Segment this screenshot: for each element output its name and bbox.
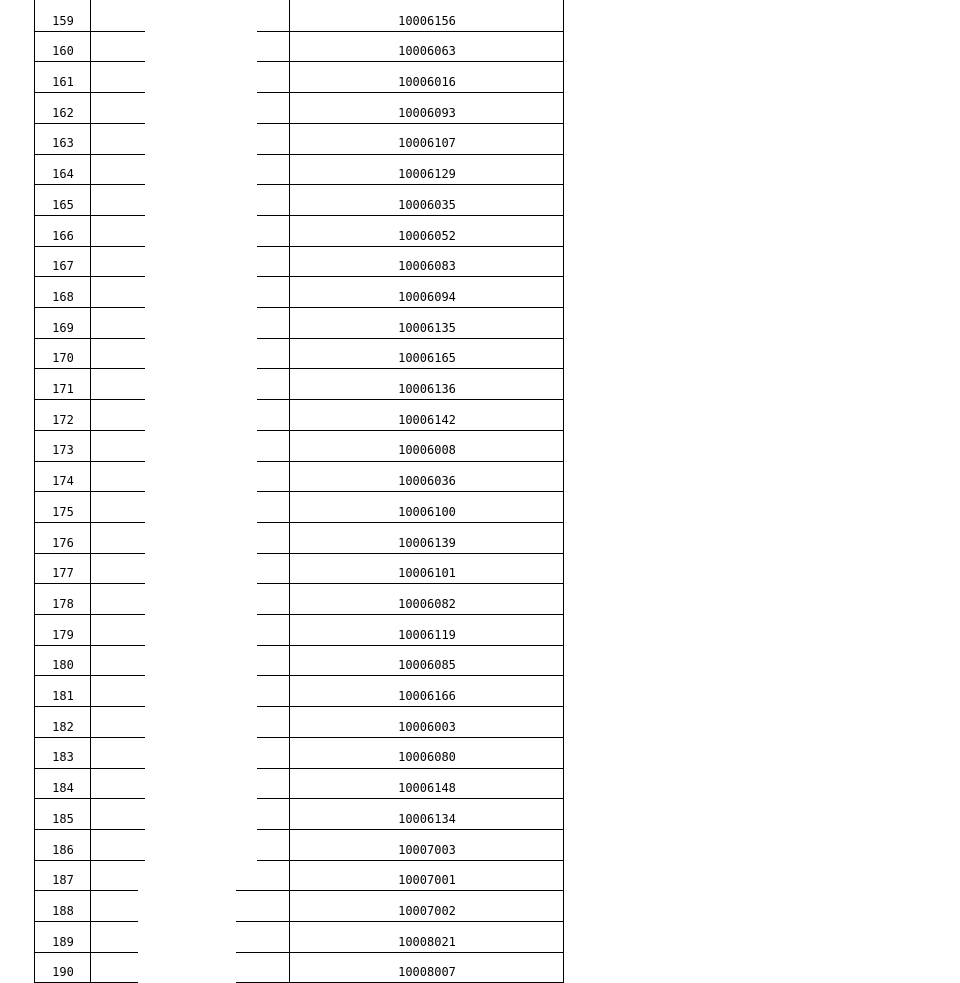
row-number-cell — [35, 184, 91, 215]
code-value: 10006107 — [398, 136, 456, 151]
code-value: 10007003 — [398, 842, 456, 857]
row-number: 160 — [52, 44, 74, 59]
table-row — [0, 675, 600, 706]
code-cell — [290, 522, 564, 553]
row-number-cell — [35, 706, 91, 737]
code-value: 10006129 — [398, 167, 456, 182]
row-number: 175 — [52, 504, 74, 519]
row-number-cell — [35, 276, 91, 307]
row-number-cell — [35, 123, 91, 154]
table-row — [0, 829, 600, 860]
row-number: 186 — [52, 842, 74, 857]
code-cell — [290, 706, 564, 737]
code-value: 10006094 — [398, 289, 456, 304]
row-number-cell — [35, 798, 91, 829]
row-number: 165 — [52, 197, 74, 212]
code-cell — [290, 829, 564, 860]
table-row — [0, 399, 600, 430]
row-number-cell — [35, 92, 91, 123]
code-value: 10006082 — [398, 596, 456, 611]
table-row — [0, 338, 600, 369]
code-value: 10006016 — [398, 75, 456, 90]
table-row — [0, 645, 600, 676]
code-cell — [290, 430, 564, 461]
row-number-cell — [35, 583, 91, 614]
code-cell — [290, 583, 564, 614]
row-number: 177 — [52, 566, 74, 581]
table-row — [0, 61, 600, 92]
code-cell — [290, 860, 564, 891]
row-number: 172 — [52, 412, 74, 427]
row-number-cell — [35, 461, 91, 492]
table-row — [0, 215, 600, 246]
row-number-cell — [35, 921, 91, 952]
code-value: 10007002 — [398, 903, 456, 918]
code-value: 10006035 — [398, 197, 456, 212]
row-number: 181 — [52, 689, 74, 704]
row-number-cell — [35, 338, 91, 369]
table-row — [0, 952, 600, 983]
row-number-cell — [35, 430, 91, 461]
row-number: 170 — [52, 351, 74, 366]
row-number-cell — [35, 368, 91, 399]
table-row — [0, 522, 600, 553]
row-number-cell — [35, 860, 91, 891]
code-cell — [290, 921, 564, 952]
table-row — [0, 461, 600, 492]
code-cell — [290, 338, 564, 369]
row-number: 179 — [52, 627, 74, 642]
row-number: 182 — [52, 719, 74, 734]
row-number: 183 — [52, 750, 74, 765]
row-number-cell — [35, 553, 91, 584]
table-row — [0, 154, 600, 185]
code-cell — [290, 553, 564, 584]
table-row — [0, 246, 600, 277]
code-value: 10006100 — [398, 504, 456, 519]
table-row — [0, 307, 600, 338]
code-cell — [290, 737, 564, 768]
row-number: 188 — [52, 903, 74, 918]
row-number: 159 — [52, 13, 74, 28]
code-value: 10006139 — [398, 535, 456, 550]
row-number: 185 — [52, 811, 74, 826]
code-cell — [290, 890, 564, 921]
row-number-cell — [35, 829, 91, 860]
code-value: 10006080 — [398, 750, 456, 765]
row-number: 190 — [52, 965, 74, 980]
code-cell — [290, 768, 564, 799]
code-value: 10006052 — [398, 228, 456, 243]
code-value: 10006063 — [398, 44, 456, 59]
table-row — [0, 92, 600, 123]
row-number: 163 — [52, 136, 74, 151]
code-value: 10006166 — [398, 689, 456, 704]
code-value: 10008007 — [398, 965, 456, 980]
code-cell — [290, 491, 564, 522]
table-row — [0, 860, 600, 891]
row-number-cell — [35, 952, 91, 983]
code-value: 10006093 — [398, 105, 456, 120]
table-row — [0, 184, 600, 215]
code-cell — [290, 0, 564, 31]
code-cell — [290, 154, 564, 185]
code-cell — [290, 399, 564, 430]
code-value: 10006003 — [398, 719, 456, 734]
table-row — [0, 0, 600, 31]
code-value: 10006008 — [398, 443, 456, 458]
code-value: 10007001 — [398, 873, 456, 888]
table-row — [0, 798, 600, 829]
row-number-cell — [35, 246, 91, 277]
code-cell — [290, 614, 564, 645]
row-number: 174 — [52, 474, 74, 489]
table-row — [0, 123, 600, 154]
row-number-cell — [35, 768, 91, 799]
row-number-cell — [35, 215, 91, 246]
row-number: 184 — [52, 781, 74, 796]
code-cell — [290, 461, 564, 492]
table-row — [0, 430, 600, 461]
table-row — [0, 706, 600, 737]
table-row — [0, 737, 600, 768]
row-number-cell — [35, 154, 91, 185]
code-cell — [290, 307, 564, 338]
row-number-cell — [35, 645, 91, 676]
row-number: 167 — [52, 259, 74, 274]
code-cell — [290, 215, 564, 246]
row-number-cell — [35, 614, 91, 645]
row-number: 166 — [52, 228, 74, 243]
code-value: 10006134 — [398, 811, 456, 826]
code-cell — [290, 368, 564, 399]
row-number: 171 — [52, 382, 74, 397]
table-row — [0, 890, 600, 921]
table-row — [0, 368, 600, 399]
row-number: 168 — [52, 289, 74, 304]
code-cell — [290, 952, 564, 983]
table-row — [0, 553, 600, 584]
code-value: 10008021 — [398, 934, 456, 949]
table-row — [0, 921, 600, 952]
code-value: 10006142 — [398, 412, 456, 427]
table-row — [0, 614, 600, 645]
code-cell — [290, 31, 564, 62]
table-row — [0, 276, 600, 307]
row-number-cell — [35, 0, 91, 31]
row-number-cell — [35, 61, 91, 92]
code-cell — [290, 276, 564, 307]
code-cell — [290, 645, 564, 676]
row-number-cell — [35, 737, 91, 768]
table-row — [0, 768, 600, 799]
code-cell — [290, 184, 564, 215]
row-number: 162 — [52, 105, 74, 120]
row-number-cell — [35, 31, 91, 62]
code-value: 10006101 — [398, 566, 456, 581]
table-row — [0, 583, 600, 614]
row-number: 176 — [52, 535, 74, 550]
code-cell — [290, 61, 564, 92]
code-value: 10006165 — [398, 351, 456, 366]
row-number: 164 — [52, 167, 74, 182]
code-cell — [290, 123, 564, 154]
code-value: 10006156 — [398, 13, 456, 28]
row-number: 169 — [52, 320, 74, 335]
row-number-cell — [35, 399, 91, 430]
code-value: 10006083 — [398, 259, 456, 274]
row-number-cell — [35, 675, 91, 706]
code-value: 10006148 — [398, 781, 456, 796]
row-number-cell — [35, 491, 91, 522]
row-number-cell — [35, 522, 91, 553]
code-value: 10006136 — [398, 382, 456, 397]
code-value: 10006085 — [398, 658, 456, 673]
code-value: 10006119 — [398, 627, 456, 642]
code-cell — [290, 798, 564, 829]
row-number: 173 — [52, 443, 74, 458]
row-number: 161 — [52, 75, 74, 90]
code-value: 10006135 — [398, 320, 456, 335]
code-value: 10006036 — [398, 474, 456, 489]
code-cell — [290, 92, 564, 123]
row-number: 180 — [52, 658, 74, 673]
table-row — [0, 491, 600, 522]
code-cell — [290, 246, 564, 277]
table-row — [0, 31, 600, 62]
code-cell — [290, 675, 564, 706]
row-number: 187 — [52, 873, 74, 888]
row-number: 189 — [52, 934, 74, 949]
row-number-cell — [35, 307, 91, 338]
row-number-cell — [35, 890, 91, 921]
row-number: 178 — [52, 596, 74, 611]
